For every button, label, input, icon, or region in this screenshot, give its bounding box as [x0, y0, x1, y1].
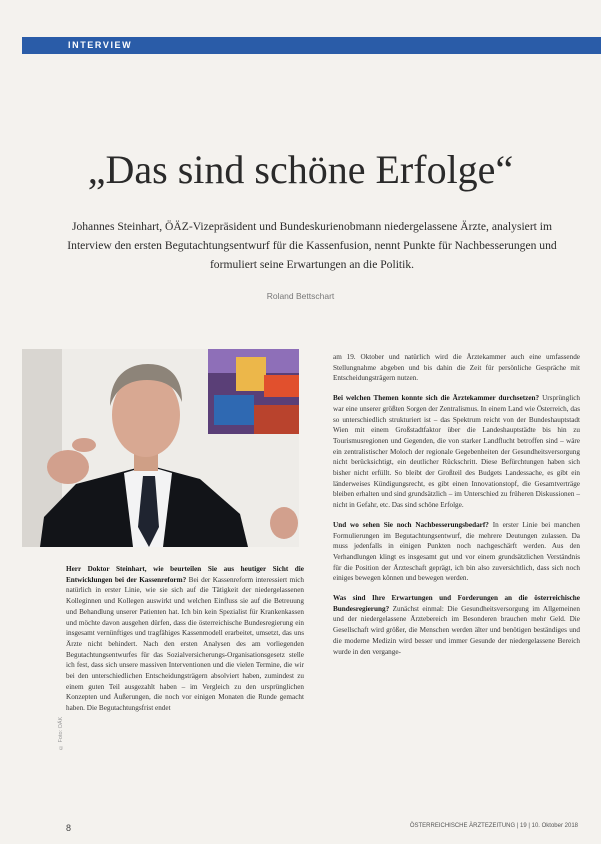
- interview-answer: Ursprünglich war eine unserer größten Sorgen der Zentralismus. In einem Land wie Österreich, das so unterschiedlich strukturiert ist – das Spektrum reicht von der Bundeshauptstadt Wien mit einem Großstadtfaktor über die Landeshauptstädte bis hin zu Tourismusregionen und Gegenden, die von starker Landflucht betroffen sind – wäre ein zentralistischer Moloch der regionale Gegebenheiten der Gesundheitsversorgung nicht berücksichtigt, ein deutlicher Rückschritt. Diese Befürchtungen haben sich bisher nicht erfüllt. So bleibt der Großteil des Budgets Landessache, es gibt ein länderweises Kündigungsrecht, es gibt einen Innovationstopf, die Gesamtverträge bleiben erhalten und sind grundsätzlich – im Unterschied zu früheren Diskussionen – nicht in Gefahr, etc. Das sind schöne Erfolge.: [333, 394, 581, 510]
- interview-question: Was sind Ihre Erwartungen und Forderungen an die österreichische Bundesregierung?: [333, 594, 580, 613]
- interview-answer: Bei der Kassenreform interessiert mich natürlich in erster Linie, wie sie sich auf die Tätigkeit der niedergelassenen Kolleginnen und Kollegen auswirkt und welchen Einfluss sie auf die Betreuung und Behandlung unserer Patienten hat. Ich bin kein Spezialist für Krankenkassen und möchte davon ausgehen dürfen, dass die österreichische Bundesregierung ein insgesamt vernünftiges und tragfähiges Kassenmodell erarbeitet, umsetzt, das uns Ärzte nicht behindert. Nach den ersten Analysen des am vorliegenden Begutachtungsentwurfes für das Sozialversicherungs-Organisationsgesetz stelle ich fest, dass sich unsere massiven Interventionen und die vielen Termine, die wir bei den unterschiedlichen Entscheidungsträgern absolviert haben, zumindest zu einem guten Teil ausgezahlt haben – im Vergleich zu den ursprünglichen Konzepten und Äußerungen, die noch vor einigen Monaten die Runde gemacht haben. Die Begutachtungsfrist endet: [66, 575, 304, 713]
- author-byline: Roland Bettschart: [266, 291, 335, 301]
- section-label: INTERVIEW: [68, 40, 133, 50]
- right-column: [333, 352, 580, 666]
- interview-answer: am 19. Oktober und natürlich wird die Ärztekammer auch eine umfassende Stellungnahme abgeben und bis dahin die Zeit für persönliche Gespräche mit Entscheidungsträgern nutzen.: [333, 353, 580, 383]
- interview-question: Und wo sehen Sie noch Nachbesserungsbedarf?: [333, 520, 489, 529]
- qa-block: [333, 393, 580, 511]
- article-title: „Das sind schöne Erfolge“: [87, 147, 514, 192]
- interview-photo: [22, 349, 299, 547]
- interview-answer: In erster Linie bei manchen Formulierungen im Begutachtungsentwurf, die mehrere Deutungen zulassen. Da muss jedenfalls in einigen Punkten noch nachgeschärft werden. Aus den Verhandlungen klingt es insgesamt gut und vor einem grundsätzlichen Verständnis für die Position der Ärzteschaft geprägt, ich bin also zuversichtlich, dass sich noch einiges bewegen können und bewegen werden.: [333, 520, 580, 583]
- interview-answer: Zunächst einmal: Die Gesundheitsversorgung im Allgemeinen und der niedergelassene Ärztebereich im Besonderen brauchen mehr Geld. Die Gesellschaft wird größer, die Menschen werden älter und benötigen beständiges und die moderne Medizin wird besser und immer Gesunde der niedergelassene Bereich wurde in den vergange-: [333, 604, 581, 656]
- interview-question: Bei welchen Themen konnte sich die Ärztekammer durchsetzen?: [333, 394, 540, 403]
- article-lead: Johannes Steinhart, ÖÄZ-Vizepräsident und Bundeskurienobmann niedergelassene Ärzte, analysiert im Interview den ersten Begutachtungsentwurf für die Kassenfusion, nennt Punkte für Nachbesserungen und formuliert seine Erwartungen an die Politik.: [67, 220, 557, 271]
- page-number: 8: [66, 823, 72, 833]
- portrait-illustration: [22, 349, 299, 547]
- qa-block: [333, 352, 580, 384]
- publication-footer: ÖSTERREICHISCHE ÄRZTEZEITUNG | 19 | 10. Oktober 2018: [409, 823, 578, 829]
- qa-block: [333, 520, 580, 584]
- left-column: [66, 564, 304, 723]
- section-band: [22, 37, 601, 54]
- qa-block: [333, 593, 580, 657]
- interview-question: Herr Doktor Steinhart, wie beurteilen Sie aus heutiger Sicht die Entwicklungen bei der Kassenreform?: [66, 565, 304, 584]
- photo-credit: © Foto: OÄK: [58, 716, 64, 750]
- qa-block: [66, 564, 304, 714]
